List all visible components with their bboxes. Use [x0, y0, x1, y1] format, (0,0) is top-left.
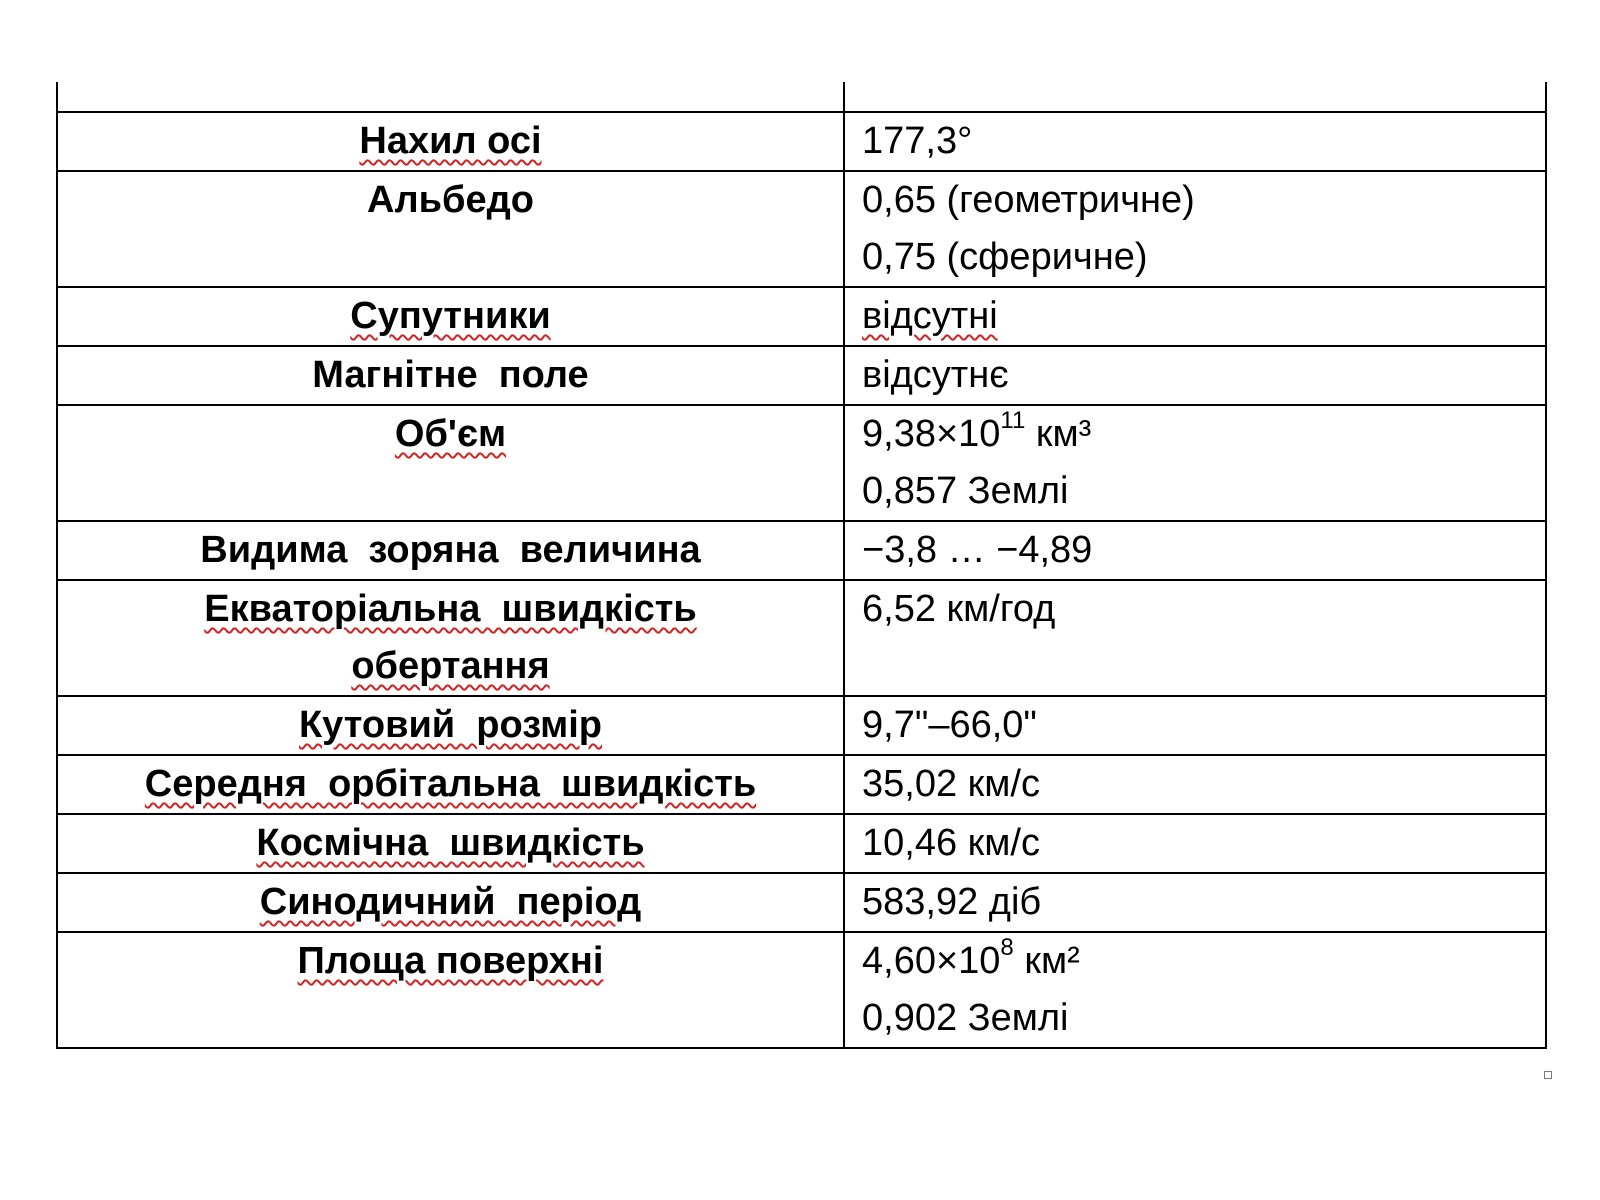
equatorial-rotation-label-line2: обертання [351, 645, 550, 687]
table-row [57, 82, 1546, 112]
equatorial-rotation-label-cell[interactable] [57, 580, 844, 696]
angular-size-label-cell[interactable] [57, 696, 844, 755]
table-row [57, 580, 1546, 696]
escape-velocity-value-cell[interactable] [844, 814, 1546, 873]
angular-size-label: Кутовий розмір [298, 704, 603, 746]
table-row [57, 755, 1546, 814]
axial-tilt-label: Нахил осі [359, 120, 542, 162]
magnetic-field-value: відсутнє [862, 354, 1009, 396]
surface-area-value [862, 933, 1545, 990]
table-row [57, 696, 1546, 755]
albedo-value-cell[interactable] [844, 171, 1546, 287]
orbital-speed-value: 35,02 км/с [862, 763, 1040, 805]
magnetic-field-label-cell[interactable] [57, 346, 844, 405]
escape-velocity-value: 10,46 км/с [862, 822, 1040, 864]
volume-unit: км³ [1025, 413, 1092, 455]
table-row [57, 873, 1546, 932]
surface-area-mantissa: 4,60×10 [862, 940, 1001, 982]
volume-exponent: 11 [1000, 407, 1026, 435]
table-row [57, 171, 1546, 287]
satellites-value: відсутні [862, 295, 998, 337]
apparent-magnitude-label-cell[interactable] [57, 521, 844, 580]
table-row [57, 521, 1546, 580]
volume-mantissa: 9,38×10 [862, 413, 1001, 455]
properties-table [56, 82, 1547, 1049]
satellites-label: Супутники [350, 295, 551, 337]
axial-tilt-label-cell[interactable] [57, 112, 844, 171]
table-row [57, 346, 1546, 405]
table-resize-handle[interactable] [1544, 1071, 1552, 1079]
empty-cell[interactable] [57, 82, 844, 112]
apparent-magnitude-value-cell[interactable] [844, 521, 1546, 580]
table-row [57, 932, 1546, 1048]
volume-label-cell[interactable] [57, 405, 844, 521]
magnetic-field-value-cell[interactable] [844, 346, 1546, 405]
albedo-label-cell[interactable] [57, 171, 844, 287]
synodic-period-value-cell[interactable] [844, 873, 1546, 932]
equatorial-rotation-value: 6,52 км/год [862, 588, 1056, 630]
angular-size-value-cell[interactable] [844, 696, 1546, 755]
equatorial-rotation-value-cell[interactable] [844, 580, 1546, 696]
escape-velocity-label-cell[interactable] [57, 814, 844, 873]
surface-area-label-cell[interactable] [57, 932, 844, 1048]
table-row [57, 405, 1546, 521]
table-row [57, 287, 1546, 346]
orbital-speed-label: Середня орбітальна швидкість [144, 763, 757, 805]
empty-cell[interactable] [844, 82, 1546, 112]
apparent-magnitude-value: −3,8 … −4,89 [862, 529, 1093, 571]
angular-size-value: 9,7"–66,0" [862, 704, 1037, 746]
axial-tilt-value: 177,3° [862, 120, 973, 162]
equatorial-rotation-label-line1: Екваторіальна швидкість [204, 588, 697, 630]
volume-relative-value: 0,857 Землі [862, 470, 1069, 512]
orbital-speed-value-cell[interactable] [844, 755, 1546, 814]
apparent-magnitude-label: Видима зоряна величина [200, 529, 701, 571]
volume-value-cell[interactable] [844, 405, 1546, 521]
albedo-spherical-value: 0,75 (сферичне) [862, 236, 1148, 278]
surface-area-relative-value: 0,902 Землі [862, 997, 1069, 1039]
table-row [57, 814, 1546, 873]
albedo-geometric-value: 0,65 (геометричне) [862, 179, 1195, 221]
axial-tilt-value-cell[interactable] [844, 112, 1546, 171]
surface-area-unit: км² [1013, 940, 1080, 982]
surface-area-exponent: 8 [1000, 934, 1014, 962]
albedo-label: Альбедо [367, 179, 534, 221]
escape-velocity-label: Космічна швидкість [256, 822, 645, 864]
satellites-label-cell[interactable] [57, 287, 844, 346]
magnetic-field-label: Магнітне поле [312, 354, 589, 396]
synodic-period-label-cell[interactable] [57, 873, 844, 932]
synodic-period-value: 583,92 діб [862, 881, 1042, 923]
table-row [57, 112, 1546, 171]
surface-area-label: Площа поверхні [297, 940, 604, 982]
surface-area-value-cell[interactable] [844, 932, 1546, 1048]
volume-label: Об'єм [394, 413, 507, 455]
synodic-period-label: Синодичний період [259, 881, 642, 923]
orbital-speed-label-cell[interactable] [57, 755, 844, 814]
satellites-value-cell[interactable] [844, 287, 1546, 346]
volume-value [862, 406, 1545, 463]
